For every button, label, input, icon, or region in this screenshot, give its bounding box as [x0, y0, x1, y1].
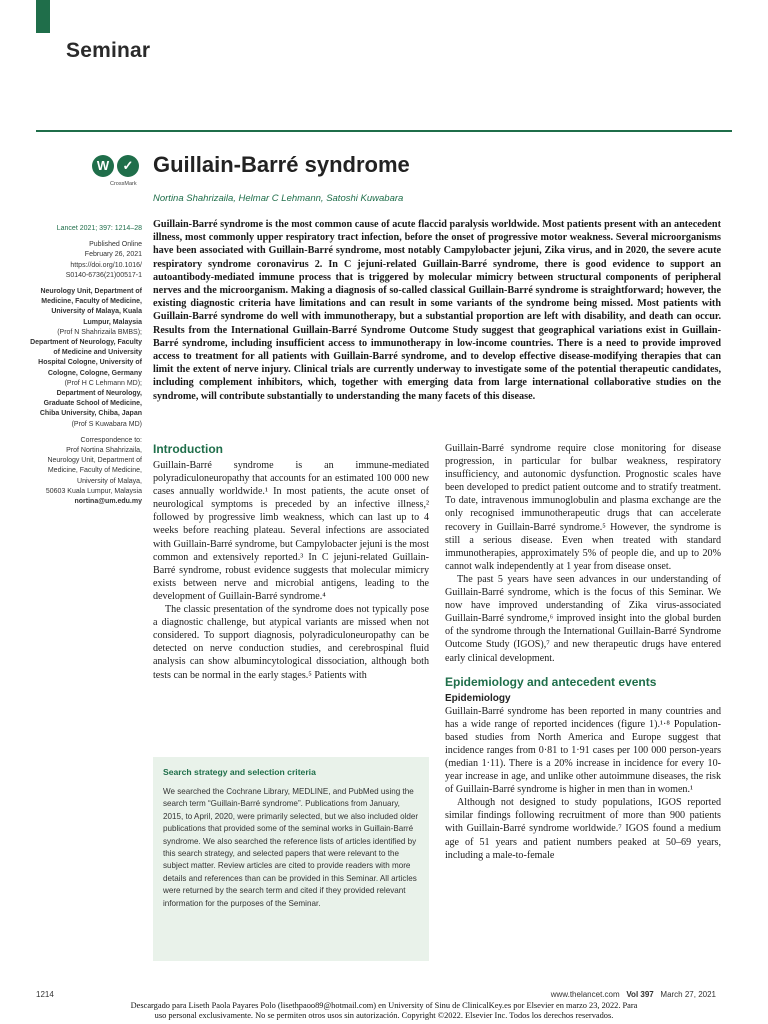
- published-online-label: Published Online: [89, 241, 142, 249]
- doi-link-suffix[interactable]: S0140-6736(21)00517-1: [65, 271, 142, 279]
- epidemiology-subheading: Epidemiology: [445, 692, 511, 704]
- correspondence-name: Prof Nortina Shahrizaila,: [66, 447, 142, 455]
- journal-footer: [551, 990, 716, 999]
- correspondence-unit: Neurology Unit, Department of Medicine, Faculty of Medicine, University of Malaya,: [47, 457, 142, 485]
- affiliation-3: Department of Neurology, Graduate School of Medicine, Chiba University, Chiba, Japan: [39, 390, 142, 418]
- crossmark-icon[interactable]: ✓: [117, 155, 139, 177]
- download-notice: [60, 1001, 708, 1021]
- affiliation-1: Neurology Unit, Department of Medicine, Faculty of Medicine, University of Malaya, Kuala Lumpur, Malaysia: [40, 288, 142, 326]
- section-label: Seminar: [66, 39, 151, 62]
- epidemiology-paragraph-1: Guillain-Barré syndrome has been reported in many countries and has a wide range of reported incidences (figure 1).¹·⁸ Population-based studies from North America and Europe suggest that incidence ranges from 0·81 to 1·91 cases per 100 000 person-years (median 1·11). There is a 20% increase in incidence for every 10-year increase in age, and unlike other autoimmune diseases, the risk of Guillain-Barré syndrome is higher in men than in women.¹: [445, 705, 721, 796]
- right-paragraph-1: Guillain-Barré syndrome require close monitoring for disease progression, in particular for bulbar weakness, respiratory insufficiency, and autonomic dysfunction. Prognostic scales have been developed to predict patient outcome and to stratify treatment. To date, intravenous immunoglobulin and plasma exchange are the only recognised immunotherapeutic drugs that can accelerate recovery in Guillain-Barré syndrome.⁵ However, the syndrome is still a serious disease. Even when treated with standard immunotherapies, approximately 5% of people die, and up to 20% cannot walk independently at 1 year from disease onset.: [445, 443, 721, 572]
- section-color-bar: [36, 0, 50, 33]
- correspondence-email[interactable]: nortina@um.edu.my: [74, 498, 142, 506]
- article-title: Guillain-Barré syndrome: [153, 152, 410, 177]
- column-left: [153, 442, 429, 682]
- journal-date: March 27, 2021: [660, 990, 716, 999]
- affiliation-2: Department of Neurology, Faculty of Medicine and University Hospital Cologne, University of Cologne, Cologne, Germany: [30, 339, 142, 377]
- introduction-paragraph-2: The classic presentation of the syndrome does not typically pose a diagnostic challenge, but atypical variants are missed when not considered. To support diagnosis, polyradiculoneuropathy can be detected on nerve conduction studies, and cerebrospinal fluid analysis can show albumincytological dissociation, although both tests can be normal in the early stages.⁵ Patients with: [153, 604, 429, 681]
- article-sidebar: [30, 224, 142, 507]
- right-paragraph-2: The past 5 years have seen advances in our understanding of Guillain-Barré syndrome, which is the focus of this Seminar. We now have improved understanding of Zika virus-associated Guillain-Barré syndrome,⁶ improved insight into the global burden of the syndrome through the International Guillain-Barré Syndrome Outcome Study (IGOS),⁷ and new therapeutic drugs have entered early clinical development.: [445, 573, 721, 664]
- published-date: February 26, 2021: [84, 251, 142, 259]
- search-strategy-title: Search strategy and selection criteria: [163, 767, 316, 777]
- epidemiology-heading: Epidemiology and antecedent events: [445, 674, 657, 689]
- download-notice-line-1: Descargado para Liseth Paola Payares Polo (lisethpaoo89@hotmail.com) en University of Sinu de ClinicalKey.es por Elsevier en marzo 23, 2022. Para: [130, 1001, 638, 1010]
- affiliation-2-person: (Prof H C Lehmann MD);: [64, 379, 142, 387]
- column-right: [445, 442, 721, 862]
- doi-link[interactable]: https://doi.org/10.1016/: [70, 261, 142, 269]
- open-access-badges: [92, 155, 144, 195]
- citation: Lancet 2021; 397: 1214–28: [56, 225, 142, 232]
- correspondence-city: 50603 Kuala Lumpur, Malaysia: [45, 487, 142, 495]
- search-strategy-panel: [153, 757, 429, 961]
- crossmark-label: CrossMark: [110, 181, 137, 187]
- journal-site[interactable]: www.thelancet.com: [550, 990, 620, 999]
- introduction-heading: Introduction: [153, 442, 223, 456]
- abstract: Guillain-Barré syndrome is the most common cause of acute flaccid paralysis worldwide. Most patients present with an antecedent illness, most commonly upper respiratory tract infection, before the onset of progressive motor weakness. Several microorganisms have been associated with Guillain-Barré syndrome, most notably Campylobacter jejuni, Zika virus, and in 2020, the severe acute respiratory syndrome coronavirus 2. In C jejuni-related Guillain-Barré syndrome, there is good evidence to support an autoantibody-mediated immune process that is triggered by molecular mimicry between structural components of peripheral nerves and the microorganism. Making a diagnosis of so-called classical Guillain-Barré syndrome is straightforward; however, the existing diagnostic criteria have limitations and can result in some variants of the syndrome being missed. Most patients with Guillain-Barré syndrome do well with immunotherapy, but a substantial proportion are left with disability, and death can occur. Results from the International Guillain-Barré Syndrome Outcome Study suggest that geographical variations exist in Guillain-Barré syndrome, including insufficient access to immunotherapy in low-income countries. There is a need to provide improved access to treatment for all patients with Guillain-Barré syndrome, and to develop effective disease-modifying therapies that can limit the extent of nerve injury. Clinical trials are currently underway to investigate some of the potential therapeutic candidates, including complement inhibitors, which, together with emerging data from large international collaborative studies on the syndrome, will contribute substantially to understanding the many facets of this disease.: [153, 219, 721, 402]
- download-notice-line-2: uso personal exclusivamente. No se permiten otros usos sin autorización. Copyright ©2022. Elsevier Inc. Todos los derechos reservados.: [154, 1011, 614, 1020]
- introduction-paragraph-1: Guillain-Barré syndrome is an immune-mediated polyradiculoneuropathy that accounts for an estimated 100 000 new cases annually worldwide.¹ In most patients, the acute onset of neurological symptoms is preceded by an infective illness,² followed by progressive limb weakness, which can last up to 4 weeks before reaching plateau. Several infections are associated with Guillain-Barré syndrome, but Campylobacter jejuni is the most common and extensively reported.³ In C jejuni-related Guillain-Barré syndrome, robust evidence suggests that molecular mimicry exists between nerve and microbial antigens, leading to the development of Guillain-Barré syndrome.⁴: [153, 460, 429, 602]
- affiliation-1-person: (Prof N Shahrizaila BMBS);: [57, 328, 142, 336]
- epidemiology-paragraph-2: Although not designed to study populations, IGOS reported similar findings following recruitment of more than 900 patients with Guillain-Barré syndrome worldwide.⁷ IGOS found a medium age of 51 years and patient numbers peaked at 50–69 years, including a male-to-female: [445, 797, 721, 861]
- page-number: 1214: [36, 990, 54, 999]
- open-access-icon[interactable]: W: [92, 155, 114, 177]
- search-strategy-body: We searched the Cochrane Library, MEDLINE, and PubMed using the search term “Guillain-Barré syndrome”. Publications from January, 2015, to April, 2020, were primarily selected, but we also included older publications that provided some of the seminal works in Guillain-Barré syndrome. We also searched the reference lists of articles identified by this search strategy, and selected papers that were relevant to the subject matter. Review articles are cited to provide readers with more details and references than can be provided in this Seminar. All articles were returned by the search term and cited if they provided relevant information for the purposes of the Seminar.: [163, 787, 419, 908]
- journal-volume: Vol 397: [626, 990, 654, 999]
- header-rule: [36, 130, 732, 132]
- correspondence-label: Correspondence to:: [80, 436, 142, 444]
- article-authors: Nortina Shahrizaila, Helmar C Lehmann, Satoshi Kuwabara: [153, 193, 404, 204]
- affiliation-3-person: (Prof S Kuwabara MD): [71, 420, 142, 428]
